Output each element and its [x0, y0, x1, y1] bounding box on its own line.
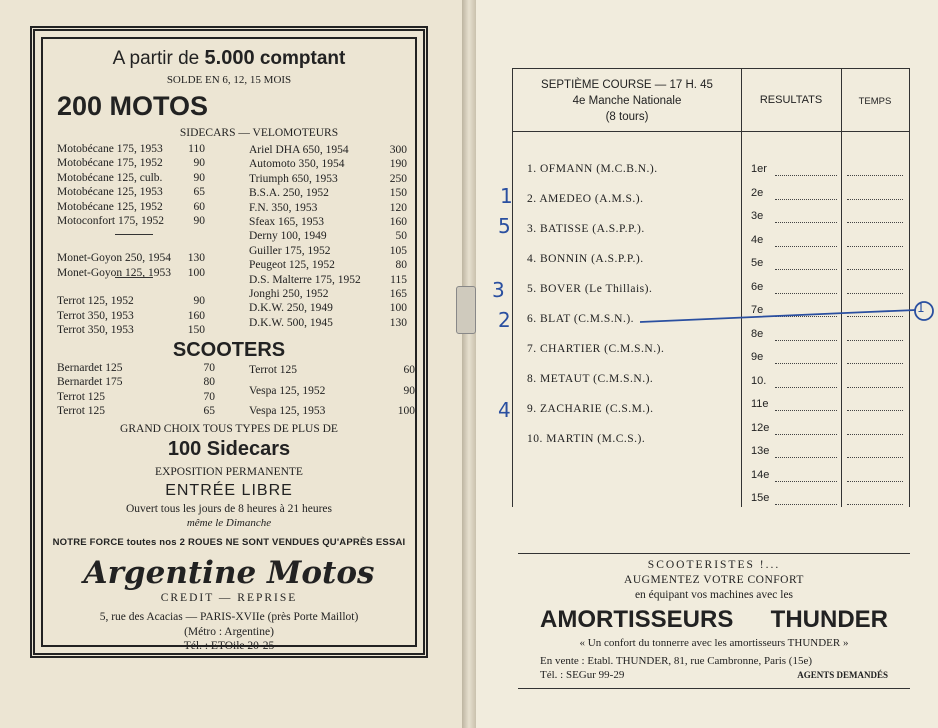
model-price: 90	[193, 295, 205, 308]
metro-line: (Métro : Argentine)	[184, 626, 274, 638]
divider	[115, 277, 153, 278]
model-name: Derny 100, 1949	[249, 230, 327, 243]
model-price: 100	[187, 266, 205, 279]
model-name: Automoto 350, 1954	[249, 158, 345, 171]
model-price: 105	[389, 244, 407, 257]
thunder-slogan: « Un confort du tonnerre avec les amortisseurs THUNDER »	[579, 637, 849, 649]
results-table	[512, 68, 910, 507]
place-label: 7e	[751, 304, 764, 316]
result-fill-line	[775, 199, 837, 200]
thunder-title-right: THUNDER	[770, 606, 888, 633]
result-fill-line	[775, 481, 837, 482]
exposition-line: EXPOSITION PERMANENTE	[155, 466, 303, 478]
price-row	[249, 143, 407, 157]
model-name: Monet-Goyon 250, 1954	[57, 252, 172, 265]
model-price: 80	[203, 376, 215, 389]
time-fill-line	[847, 293, 903, 294]
price-row	[57, 294, 205, 308]
place-label: 15e	[751, 492, 770, 504]
result-fill-line	[775, 504, 837, 505]
solde-line: SOLDE EN 6, 12, 15 MOIS	[166, 74, 292, 86]
handwritten-line-icon	[640, 296, 938, 330]
credit-line: CREDIT — REPRISE	[160, 592, 298, 604]
handwritten-mark: 5	[498, 214, 511, 238]
result-fill-line	[775, 434, 837, 435]
model-price: 150	[389, 187, 407, 200]
price-row	[249, 186, 407, 200]
address-line: 5, rue des Acacias — PARIS-XVIIe (près Porte Maillot)	[99, 611, 359, 623]
model-name: Jonghi 250, 1952	[249, 288, 329, 300]
model-name: Terrot 125	[249, 364, 298, 376]
runner-entry: 5. BOVER (Le Thillais).	[527, 283, 653, 295]
price-row	[57, 323, 205, 337]
model-name: Motoconfort 175, 1952	[57, 215, 165, 227]
price-row	[57, 156, 205, 170]
thunder-line2: AUGMENTEZ VOTRE CONFORT	[624, 574, 804, 586]
model-name: Motobécane 175, 1952	[57, 157, 163, 170]
handwritten-mark: 1	[917, 301, 925, 315]
model-name: Guiller 175, 1952	[249, 244, 331, 257]
thunder-ad	[518, 553, 910, 689]
runner-entry: 6. BLAT (C.M.S.N.).	[527, 313, 635, 325]
model-price: 190	[389, 158, 407, 171]
place-label: 2e	[751, 186, 764, 199]
manche-line: 4e Manche Nationale	[572, 95, 682, 107]
price-row	[57, 361, 215, 375]
model-name: D.K.W. 500, 1945	[249, 316, 333, 329]
runner-entry: 8. METAUT (C.M.S.N.).	[527, 373, 654, 385]
price-row	[57, 214, 205, 228]
price-row	[249, 201, 407, 215]
place-label: 10.	[751, 374, 767, 387]
handwritten-mark: 4	[498, 398, 511, 422]
price-row	[249, 258, 407, 272]
model-name: Motobécane 125, 1952	[57, 200, 163, 213]
headline-prefix: A partir de	[112, 48, 200, 69]
dimanche-line: même le Dimanche	[186, 517, 272, 529]
model-name: Monet-Goyon 125, 1953	[57, 266, 172, 279]
course-title: SEPTIÈME COURSE — 17 H. 45	[541, 79, 713, 91]
time-fill-line	[847, 175, 903, 176]
price-row	[57, 142, 205, 156]
model-name: B.S.A. 250, 1952	[249, 187, 329, 200]
model-price: 70	[203, 362, 215, 374]
handwritten-mark: 1	[500, 184, 513, 208]
time-fill-line	[847, 246, 903, 247]
model-price: 100	[397, 405, 415, 417]
place-label: 12e	[751, 421, 770, 434]
model-name: Motobécane 175, 1953	[57, 143, 163, 155]
force-line: NOTRE FORCE toutes nos 2 ROUES NE SONT VENDUES QU'APRÈS ESSAI	[52, 537, 406, 548]
tel-line: Tél. : ETOile 20-25	[183, 640, 275, 652]
price-row	[57, 185, 205, 199]
model-name: Vespa 125, 1953	[249, 405, 326, 417]
price-row	[57, 404, 215, 418]
model-price: 65	[193, 186, 205, 199]
headline	[43, 47, 415, 70]
model-name: Ariel DHA 650, 1954	[249, 144, 349, 156]
place-label: 5e	[751, 257, 764, 269]
thunder-tel: Tél. : SEGur 99-29	[540, 669, 625, 681]
price-row	[57, 309, 205, 323]
price-row	[249, 215, 407, 229]
thunder-line3: en équipant vos machines avec les	[634, 589, 794, 601]
col-header-results: RESULTATS	[759, 94, 823, 106]
model-name: Triumph 650, 1953	[249, 172, 338, 185]
model-name: Bernardet 125	[57, 362, 123, 374]
model-price: 90	[193, 171, 205, 184]
model-price: 160	[187, 309, 205, 322]
time-fill-line	[847, 457, 903, 458]
ad-inner-border	[41, 37, 417, 652]
model-price: 165	[389, 288, 407, 300]
time-fill-line	[847, 434, 903, 435]
place-label: 3e	[751, 210, 764, 222]
model-name: Peugeot 125, 1952	[249, 259, 335, 272]
scooters-title: SCOOTERS	[172, 339, 286, 361]
place-label: 11e	[751, 398, 769, 410]
entree-libre: ENTRÉE LIBRE	[165, 482, 293, 499]
thunder-agents: AGENTS DEMANDÉS	[797, 670, 888, 680]
model-price: 110	[188, 143, 205, 155]
col-header-temps: TEMPS	[858, 96, 892, 107]
result-fill-line	[775, 363, 837, 364]
model-price: 250	[389, 172, 407, 185]
time-fill-line	[847, 340, 903, 341]
model-price: 120	[389, 201, 407, 214]
time-fill-line	[847, 410, 903, 411]
model-price: 90	[193, 215, 205, 227]
price-row	[57, 375, 215, 389]
time-fill-line	[847, 387, 903, 388]
model-price: 65	[203, 405, 215, 418]
argentine-motos-ad	[30, 26, 428, 658]
headline-suffix: comptant	[259, 48, 346, 69]
price-row	[249, 157, 407, 171]
price-row	[249, 384, 415, 398]
model-price: 50	[395, 230, 407, 243]
place-label: 9e	[751, 351, 764, 363]
motos-title: 200 MOTOS	[57, 91, 209, 121]
model-name: Terrot 125, 1952	[57, 295, 134, 308]
header-rule	[513, 131, 909, 132]
sidecars-line: SIDECARS — VELOMOTEURS	[179, 127, 339, 139]
result-fill-line	[775, 457, 837, 458]
place-label: 1er	[751, 163, 767, 175]
tours-line: (8 tours)	[605, 111, 649, 123]
result-fill-line	[775, 340, 837, 341]
result-fill-line	[775, 269, 837, 270]
price-row	[249, 273, 407, 287]
model-name: D.K.W. 250, 1949	[249, 302, 333, 315]
model-name: Bernardet 175	[57, 376, 123, 389]
price-row	[57, 390, 215, 404]
model-name: Vespa 125, 1952	[249, 384, 326, 397]
model-price: 60	[193, 200, 205, 213]
model-price: 300	[389, 144, 407, 156]
brand-logo: Argentine Motos	[83, 555, 375, 591]
model-price: 60	[403, 364, 415, 376]
price-row	[249, 244, 407, 258]
place-label: 8e	[751, 327, 764, 340]
model-price: 90	[403, 384, 415, 397]
col-divider	[741, 69, 742, 507]
result-fill-line	[775, 387, 837, 388]
result-fill-line	[775, 410, 837, 411]
price-row	[249, 229, 407, 243]
price-row	[57, 200, 205, 214]
handwritten-mark: 3	[492, 278, 505, 302]
price-row	[249, 287, 407, 301]
result-fill-line	[775, 246, 837, 247]
runner-entry: 7. CHARTIER (C.M.S.N.).	[527, 343, 665, 355]
runner-entry: 2. AMEDEO (A.M.S.).	[527, 193, 644, 205]
model-name: Terrot 350, 1953	[57, 309, 134, 322]
model-price: 100	[389, 302, 407, 315]
place-label: 13e	[751, 445, 770, 457]
result-fill-line	[775, 293, 837, 294]
model-price: 90	[193, 157, 205, 170]
model-name: Terrot 125	[57, 390, 106, 403]
model-name: Motobécane 125, 1953	[57, 186, 163, 199]
price-row	[57, 251, 205, 265]
time-fill-line	[847, 269, 903, 270]
binder-clip	[456, 286, 476, 334]
time-fill-line	[847, 504, 903, 505]
sidecars-heading: 100 Sidecars	[167, 438, 291, 460]
headline-amount: 5.000	[204, 47, 255, 69]
thunder-title-left: AMORTISSEURS	[540, 606, 734, 633]
model-price: 160	[389, 216, 407, 228]
divider	[115, 234, 153, 235]
result-fill-line	[775, 175, 837, 176]
model-name: Sfeax 165, 1953	[249, 216, 325, 228]
col-divider	[841, 69, 842, 507]
result-fill-line	[775, 222, 837, 223]
time-fill-line	[847, 222, 903, 223]
model-price: 150	[187, 324, 205, 336]
time-fill-line	[847, 363, 903, 364]
model-name: Terrot 125	[57, 405, 106, 418]
place-label: 6e	[751, 280, 764, 293]
runner-entry: 3. BATISSE (A.S.P.P.).	[527, 223, 645, 235]
model-name: Terrot 350, 1953	[57, 324, 134, 336]
model-price: 70	[203, 390, 215, 403]
time-fill-line	[847, 199, 903, 200]
model-name: F.N. 350, 1953	[249, 201, 318, 214]
runner-entry: 10. MARTIN (M.C.S.).	[527, 433, 646, 445]
book-spine	[462, 0, 476, 728]
price-row	[249, 316, 407, 330]
model-name: Motobécane 125, culb.	[57, 171, 163, 184]
grand-choix-line: GRAND CHOIX TOUS TYPES DE PLUS DE	[120, 423, 338, 435]
place-label: 14e	[751, 468, 770, 481]
runner-entry: 9. ZACHARIE (C.S.M.).	[527, 403, 654, 415]
model-name: D.S. Malterre 175, 1952	[249, 273, 361, 286]
price-row	[249, 404, 415, 418]
ouvert-line: Ouvert tous les jours de 8 heures à 21 heures	[126, 503, 332, 515]
thunder-vente: En vente : Etabl. THUNDER, 81, rue Cambronne, Paris (15e)	[540, 655, 812, 667]
time-fill-line	[847, 481, 903, 482]
model-price: 130	[187, 252, 205, 265]
handwritten-mark: 2	[498, 308, 511, 332]
thunder-line1: SCOOTERISTES !...	[647, 559, 781, 571]
price-row	[57, 171, 205, 185]
runner-entry: 1. OFMANN (M.C.B.N.).	[527, 163, 658, 175]
place-label: 4e	[751, 233, 764, 246]
model-price: 80	[395, 259, 407, 272]
model-price: 130	[389, 316, 407, 329]
price-row	[249, 172, 407, 186]
price-row	[249, 363, 415, 377]
runner-entry: 4. BONNIN (A.S.P.P.).	[527, 253, 644, 265]
price-row	[249, 301, 407, 315]
model-price: 115	[390, 273, 407, 286]
